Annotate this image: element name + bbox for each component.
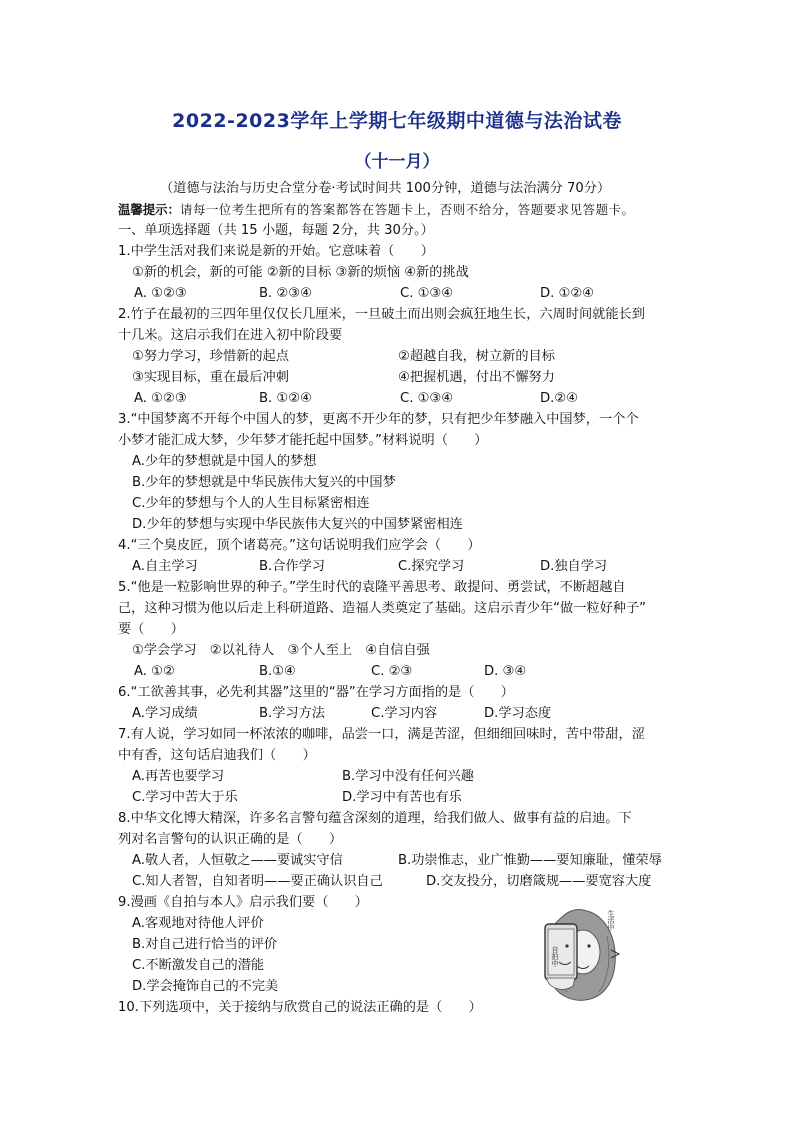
- cartoon-label-real: 生活中: [607, 910, 615, 931]
- q1-option-d: D. ①②④: [540, 286, 595, 301]
- q9-option-d: D.学会掩饰自己的不完美: [132, 979, 279, 994]
- q5-option-c: C. ②③: [371, 664, 413, 679]
- q8-option-b: B.功崇惟志，业广惟勤——要知廉耻，懂荣辱: [398, 853, 662, 868]
- q8-option-c: C.知人者智，自知者明——要正确认识自己: [132, 874, 383, 889]
- q2-item-4: ④把握机遇，付出不懈努力: [398, 370, 555, 385]
- q5-stem-line3: 要（ ）: [118, 622, 184, 637]
- q5-items: ①学会学习 ②以礼待人 ③个人至上 ④自信自强: [132, 643, 430, 658]
- q7-option-a: A.再苦也要学习: [132, 769, 225, 784]
- q2-stem-line1: 2.竹子在最初的三四年里仅仅长几厘米，一旦破土而出则会疯狂地生长，六周时间就能长到: [118, 307, 645, 322]
- q4-stem: 4.“三个臭皮匠，顶个诸葛亮。”这句话说明我们应学会（ ）: [118, 538, 481, 553]
- q9-option-c: C.不断激发自己的潜能: [132, 958, 265, 973]
- q2-option-c: C. ①③④: [400, 391, 454, 406]
- q6-option-d: D.学习态度: [484, 706, 552, 721]
- q3-stem-line1: 3.“中国梦离不开每个中国人的梦，更离不开少年的梦，只有把少年梦融入中国梦，一个个: [118, 412, 639, 427]
- q4-option-c: C.探究学习: [398, 559, 465, 574]
- q5-stem-line1: 5.“他是一粒影响世界的种子。”学生时代的袁隆平善思考、敢提问、勇尝试，不断超越自: [118, 580, 626, 595]
- q4-option-b: B.合作学习: [259, 559, 325, 574]
- q2-item-3: ③实现目标，重在最后冲刺: [132, 370, 289, 385]
- q5-option-d: D. ③④: [484, 664, 527, 679]
- q9-option-b: B.对自己进行恰当的评价: [132, 937, 278, 952]
- q3-option-b: B.少年的梦想就是中华民族伟大复兴的中国梦: [132, 475, 396, 490]
- exam-subtitle: （十一月）: [354, 152, 440, 172]
- q7-option-d: D.学习中有苦也有乐: [342, 790, 462, 805]
- q3-option-c: C.少年的梦想与个人的人生目标紧密相连: [132, 496, 370, 511]
- q6-option-c: C.学习内容: [371, 706, 438, 721]
- q7-stem-line2: 中有香，这句话启迪我们（ ）: [118, 748, 316, 763]
- q8-option-d: D.交友投分，切磨箴规——要宽容大度: [426, 874, 652, 889]
- q7-option-c: C.学习中苦大于乐: [132, 790, 238, 805]
- q7-stem-line1: 7.有人说，学习如同一杯浓浓的咖啡，品尝一口，满是苦涩，但细细回味时，苦中带甜，涩: [118, 727, 645, 742]
- q2-option-a: A. ①②③: [134, 391, 187, 406]
- q6-stem: 6.“工欲善其事，必先利其器”这里的“器”在学习方面指的是（ ）: [118, 685, 514, 700]
- selfie-cartoon-image: [537, 900, 623, 1006]
- q5-option-b: B.①④: [259, 664, 296, 679]
- exam-title: 2022-2023学年上学期七年级期中道德与法治试卷: [172, 110, 622, 132]
- q5-option-a: A. ①②: [134, 664, 175, 679]
- warm-tip-label: 温馨提示：: [118, 202, 180, 217]
- q5-stem-line2: 己，这种习惯为他以后走上科研道路、造福人类奠定了基础。这启示青少年“做一粒好种子”: [118, 601, 646, 616]
- q9-option-a: A.客观地对待他人评价: [132, 916, 264, 931]
- q1-option-b: B. ②③④: [259, 286, 312, 301]
- q2-option-b: B. ①②④: [259, 391, 312, 406]
- exam-info: （道德与法治与历史合堂分卷·考试时间共 100分钟，道德与法治满分 70分）: [160, 181, 611, 196]
- q7-option-b: B.学习中没有任何兴趣: [342, 769, 474, 784]
- q1-stem: 1.中学生活对我们来说是新的开始。它意味着（ ）: [118, 244, 434, 259]
- q8-stem-line1: 8.中华文化博大精深，许多名言警句蕴含深刻的道理，给我们做人、做事有益的启迪。下: [118, 811, 632, 826]
- q4-option-a: A.自主学习: [132, 559, 198, 574]
- q8-stem-line2: 列对名言警句的认识正确的是（ ）: [118, 832, 343, 847]
- q4-option-d: D.独自学习: [540, 559, 608, 574]
- q2-stem-line2: 十几米。这启示我们在进入初中阶段要: [118, 328, 343, 343]
- warm-tip-text: 请每一位考生把所有的答案都答在答题卡上，否则不给分，答题要求见答题卡。: [179, 202, 635, 217]
- q6-option-b: B.学习方法: [259, 706, 325, 721]
- q3-option-a: A.少年的梦想就是中国人的梦想: [132, 454, 317, 469]
- warm-tip: [118, 201, 635, 219]
- q6-option-a: A.学习成绩: [132, 706, 198, 721]
- q1-option-a: A. ①②③: [134, 286, 187, 301]
- q3-stem-line2: 小梦才能汇成大梦，少年梦才能托起中国梦。”材料说明（ ）: [118, 433, 488, 448]
- q2-item-2: ②超越自我，树立新的目标: [398, 349, 555, 364]
- cartoon-label-selfie: 自拍中: [551, 946, 559, 967]
- q3-option-d: D.少年的梦想与实现中华民族伟大复兴的中国梦紧密相连: [132, 517, 463, 532]
- q2-item-1: ①努力学习，珍惜新的起点: [132, 349, 289, 364]
- q8-option-a: A.敬人者，人恒敬之——要诚实守信: [132, 853, 343, 868]
- q1-items: ①新的机会，新的可能 ②新的目标 ③新的烦恼 ④新的挑战: [132, 265, 469, 280]
- q10-stem: 10.下列选项中，关于接纳与欣赏自己的说法正确的是（ ）: [118, 1000, 482, 1015]
- q1-option-c: C. ①③④: [400, 286, 454, 301]
- q9-stem: 9.漫画《自拍与本人》启示我们要（ ）: [118, 895, 368, 910]
- section-heading: 一、单项选择题（共 15 小题，每题 2分，共 30分。）: [118, 223, 434, 238]
- q2-option-d: D.②④: [540, 391, 578, 406]
